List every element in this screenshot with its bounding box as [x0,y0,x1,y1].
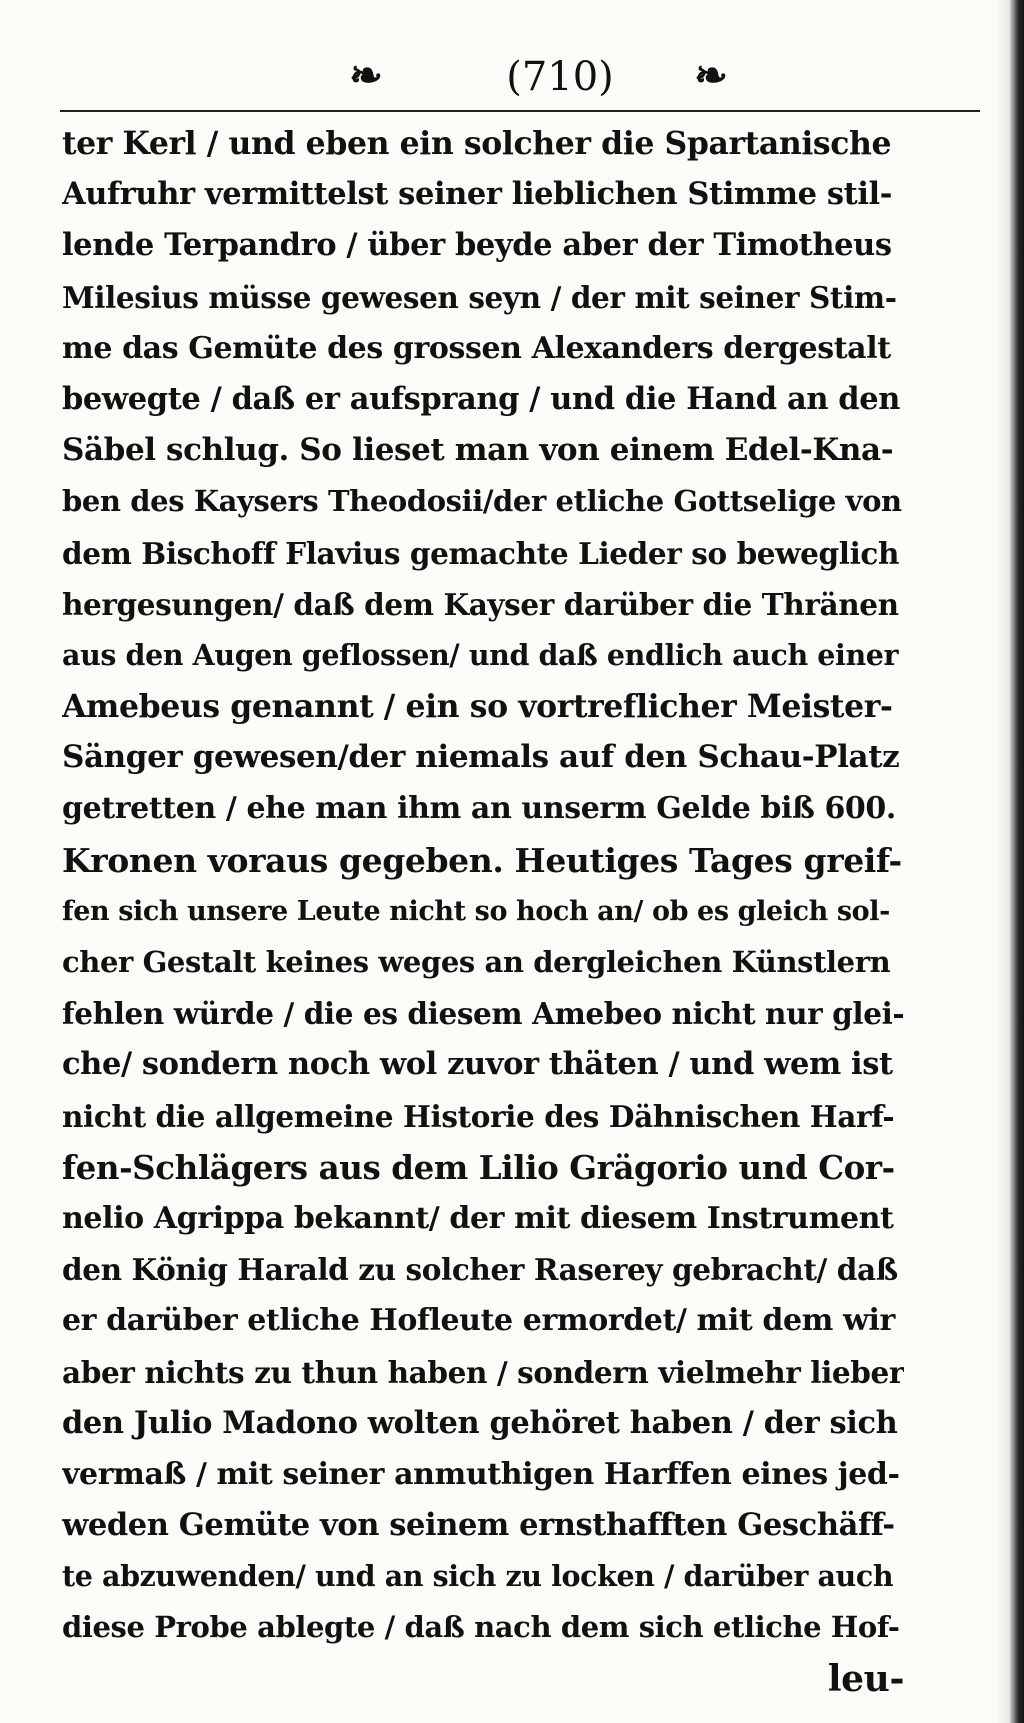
text-line: ter Kerl / und eben ein solcher die Spartanische [62,125,892,162]
text-line: den Julio Madono wolten gehöret haben / der sich [62,1404,898,1441]
page-header [60,44,980,114]
text-line: hergesungen/ daß dem Kayser darüber die Thränen [62,586,899,622]
text-line: bewegte / daß er aufsprang / und die Hand an den [62,380,901,417]
text-line: Milesius müsse gewesen seyn / der mit seiner Stim- [62,279,897,315]
text-line: diese Probe ablegte / daß nach dem sich etliche Hof- [62,1610,900,1645]
text-line: Sänger gewesen/der niemals auf den Schau-Platz [62,739,900,776]
text-line: me das Gemüte des grossen Alexanders dergestalt [62,330,891,366]
text-line: che/ sondern noch wol zuvor thäten / und wem ist [62,1046,893,1083]
text-line: er darüber etliche Hofleute ermordet/ mit dem wir [62,1303,895,1339]
header-rule [60,110,980,112]
text-line: Aufruhr vermittelst seiner lieblichen Stimme stil- [62,176,892,213]
text-line: leu- [827,1657,904,1700]
text-line: Amebeus genannt / ein so vortreflicher Meister- [62,688,893,726]
text-line: cher Gestalt keines weges an dergleichen Künstlern [62,945,891,979]
body-text [62,118,1000,1705]
text-line: dem Bischoff Flavius gemachte Lieder so beweglich [62,535,899,571]
page-number: (710) [506,54,614,100]
text-line: aber nichts zu thun haben / sondern vielmehr lieber [62,1354,904,1390]
text-line: getretten / ehe man ihm an unserm Gelde biß 600. [62,791,896,827]
text-line: weden Gemüte von seinem ernsthafften Geschäff- [62,1507,895,1544]
text-line: nicht die allgemeine Historie des Dähnischen Harf- [62,1098,895,1134]
text-line: den König Harald zu solcher Raserey gebracht/ daß [62,1252,898,1288]
text-line: aus den Augen geflossen/ und daß endlich auch einer [62,637,899,672]
text-line: te abzuwenden/ und an sich zu locken / darüber auch [62,1559,894,1594]
text-line: ben des Kaysers Theodosii/der etliche Gottselige von [62,484,902,519]
text-line: Säbel schlug. So lieset man von einem Edel-Kna- [62,432,894,469]
ornament-right-icon: ❧ [694,52,726,99]
text-line: lende Terpandro / über beyde aber der Timotheus [62,227,892,264]
text-line: fen-Schlägers aus dem Lilio Grägorio und Cor- [62,1147,895,1187]
text-line: Kronen voraus gegeben. Heutiges Tages greif- [62,840,902,880]
text-line: vermaß / mit seiner anmuthigen Harffen eines jed- [62,1456,900,1492]
text-line: fen sich unsere Leute nicht so hoch an/ ob es gleich sol- [62,895,890,927]
text-line: nelio Agrippa bekannt/ der mit diesem Instrument [62,1200,894,1236]
text-line: fehlen würde / die es diesem Amebeo nicht nur glei- [62,996,904,1032]
page-binding-edge [1010,0,1024,1723]
ornament-left-icon: ❧ [349,52,381,99]
